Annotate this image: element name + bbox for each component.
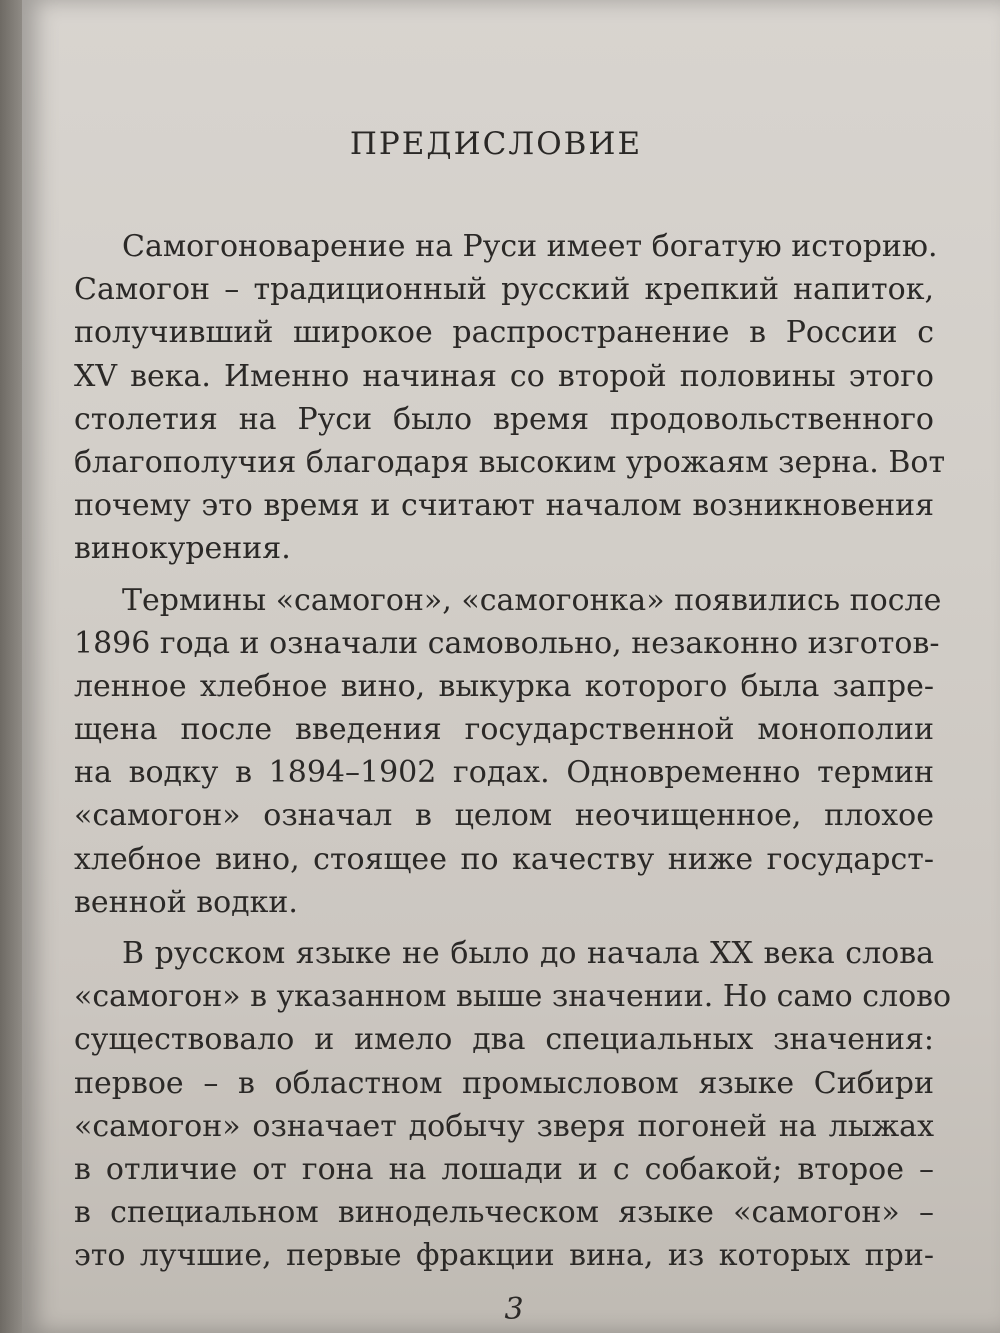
book-page (22, 0, 1000, 1333)
book-spine-shadow (0, 0, 22, 1333)
body-text (74, 225, 952, 1278)
text-line: Самогоноварение на Руси имеет богатую историю. (122, 229, 938, 264)
page-heading: ПРЕДИСЛОВИЕ (349, 126, 643, 162)
text-line: Самогон – традиционный русский крепкий напиток, (74, 272, 934, 308)
text-line: В русском языке не было до начала XX века слова (122, 936, 934, 971)
text-line: венной водки. (74, 884, 298, 920)
text-line: ленное хлебное вино, выкурка которого была запре- (74, 668, 934, 704)
text-line: «самогон» означает добычу зверя погоней на лыжах (74, 1108, 934, 1144)
text-line: благополучия благодаря высоким урожаям зерна. Вот (74, 444, 946, 480)
text-line: 1896 года и означали самовольно, незаконно изготов- (74, 625, 940, 661)
text-line: получивший широкое распространение в России с (74, 315, 934, 351)
page-number: 3 (504, 1292, 524, 1327)
text-line: XV века. Именно начиная со второй половины этого (74, 358, 934, 394)
text-line: хлебное вино, стоящее по качеству ниже государст- (74, 841, 934, 877)
text-line: на водку в 1894–1902 годах. Одновременно термин (74, 755, 934, 791)
text-line: «самогон» в указанном выше значении. Но само слово (74, 979, 952, 1015)
paragraph-2 (74, 579, 942, 925)
text-line: в отличие от гона на лошади и с собакой; второе – (74, 1151, 934, 1187)
text-line: винокурения. (74, 531, 291, 567)
text-line: это лучшие, первые фракции вина, из которых при- (74, 1238, 934, 1274)
paragraph-1 (74, 225, 946, 571)
text-line: столетия на Руси было время продовольственного (74, 401, 934, 437)
text-line: почему это время и считают началом возникновения (74, 488, 934, 524)
text-line: в специальном винодельческом языке «самогон» – (74, 1195, 934, 1231)
paragraph-3 (74, 932, 952, 1278)
text-line: щена после введения государственной монополии (74, 712, 934, 748)
text-line: первое – в областном промысловом языке Сибири (74, 1065, 934, 1101)
text-line: «самогон» означал в целом неочищенное, плохое (74, 798, 934, 834)
text-line: существовало и имело два специальных значения: (74, 1022, 934, 1058)
text-line: Термины «самогон», «самогонка» появились после (122, 582, 942, 618)
